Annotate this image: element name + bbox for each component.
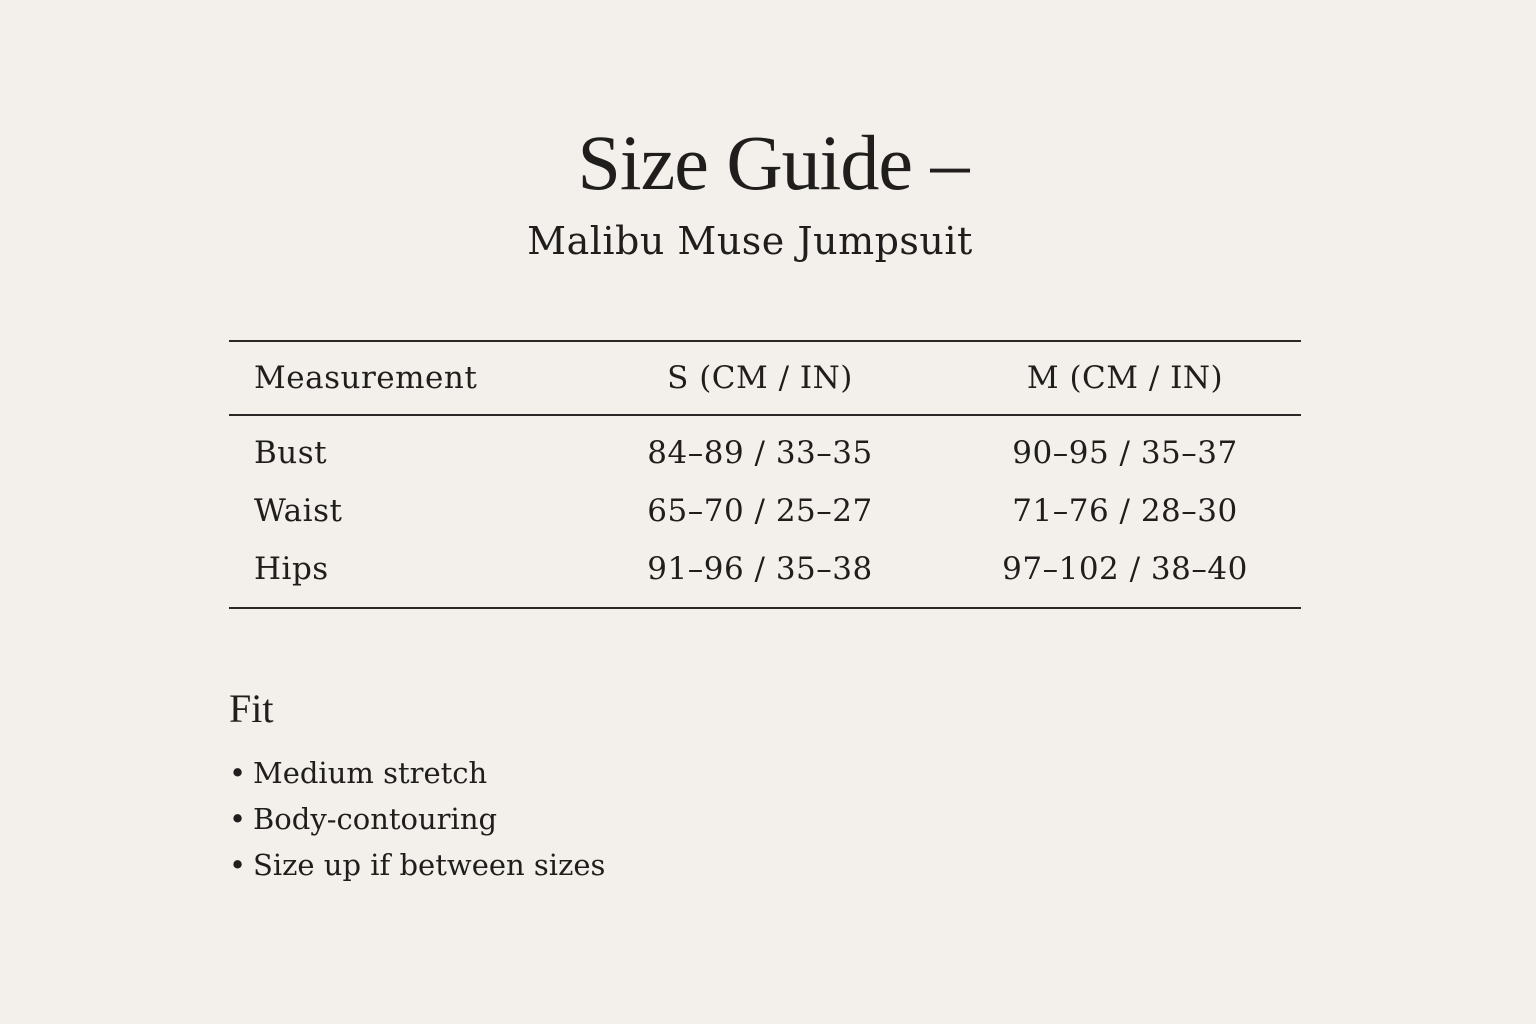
size-m-value: 90–95 / 35–37 xyxy=(1012,435,1238,471)
fit-heading: Fit xyxy=(229,686,274,731)
fit-list-item xyxy=(229,754,487,792)
product-name: Malibu Muse Jumpsuit xyxy=(527,219,973,263)
page-title: Size Guide – xyxy=(577,119,969,206)
row-label: Hips xyxy=(254,551,329,587)
size-m-value: 71–76 / 28–30 xyxy=(1012,493,1238,529)
header-measurement: Measurement xyxy=(254,360,478,396)
size-s-value: 91–96 / 35–38 xyxy=(647,551,873,587)
fit-list-item xyxy=(229,800,497,838)
header-size-s: S (CM / IN) xyxy=(667,360,853,396)
row-label: Bust xyxy=(254,435,328,471)
fit-item-text: Medium stretch xyxy=(253,756,488,790)
row-label: Waist xyxy=(254,493,343,529)
table-header-rule xyxy=(229,414,1301,416)
size-s-value: 84–89 / 33–35 xyxy=(647,435,873,471)
fit-item-text: Size up if between sizes xyxy=(253,848,606,882)
fit-list-item xyxy=(229,846,605,884)
size-m-value: 97–102 / 38–40 xyxy=(1002,551,1248,587)
table-bottom-rule xyxy=(229,607,1301,609)
bullet-icon: • xyxy=(229,848,247,882)
header-size-m: M (CM / IN) xyxy=(1026,360,1224,396)
bullet-icon: • xyxy=(229,756,247,790)
bullet-icon: • xyxy=(229,802,247,836)
table-top-rule xyxy=(229,340,1301,342)
fit-item-text: Body-contouring xyxy=(253,802,498,836)
size-s-value: 65–70 / 25–27 xyxy=(647,493,873,529)
